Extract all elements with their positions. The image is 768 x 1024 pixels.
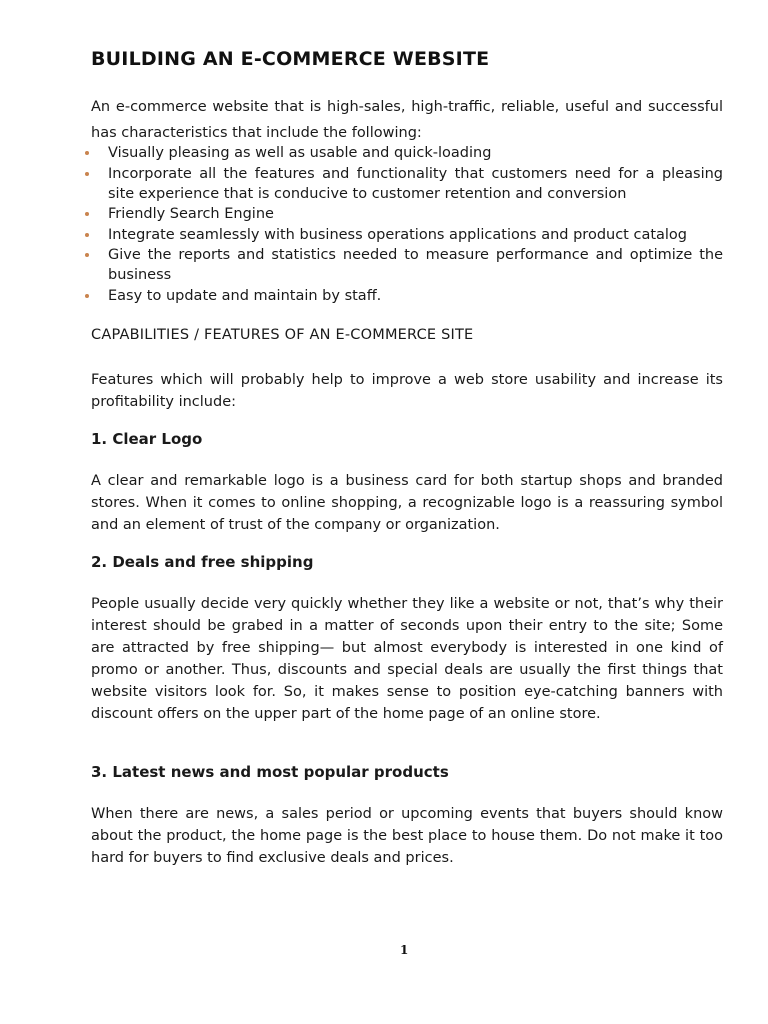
list-item <box>91 143 723 163</box>
characteristics-list <box>91 143 723 307</box>
list-item <box>91 225 723 245</box>
list-item-text: Give the reports and statistics needed to measure performance and optimize the business <box>108 247 723 284</box>
list-item-text: Visually pleasing as well as usable and quick-loading <box>108 145 492 161</box>
list-item <box>91 286 723 306</box>
bullet-icon <box>85 151 89 155</box>
list-item-text: Incorporate all the features and functionality that customers need for a pleasing site experience that is conducive to customer retention and conversion <box>108 165 723 202</box>
bullet-icon <box>85 172 89 176</box>
feature-body-latest-news: When there are news, a sales period or upcoming events that buyers should know about the product, the home page is the best place to house them. Do not make it too hard for buyers to find exclusive deals and prices. <box>91 806 723 866</box>
feature-body-clear-logo: A clear and remarkable logo is a business card for both startup shops and branded stores. When it comes to online shopping, a recognizable logo is a reassuring symbol and an element of trust of the company or organization. <box>91 473 723 533</box>
list-item <box>91 204 723 224</box>
feature-heading-deals: 2. Deals and free shipping <box>91 553 314 571</box>
bullet-icon <box>85 212 89 216</box>
list-item <box>91 164 723 204</box>
intro-paragraph: An e-commerce website that is high-sales, high-traffic, reliable, useful and successful has characteristics that include the following: <box>91 99 723 141</box>
bullet-icon <box>85 233 89 237</box>
document-title: BUILDING AN E-COMMERCE WEBSITE <box>91 48 490 70</box>
feature-heading-latest-news: 3. Latest news and most popular products <box>91 763 449 781</box>
section-heading: CAPABILITIES / FEATURES OF AN E-COMMERCE SITE <box>91 327 474 343</box>
page-number: 1 <box>400 943 409 957</box>
list-item-text: Integrate seamlessly with business operations applications and product catalog <box>108 226 688 243</box>
bullet-icon <box>85 253 89 257</box>
feature-body-deals: People usually decide very quickly whether they like a website or not, that’s why their interest should be grabed in a matter of seconds upon their entry to the site; Some are attracted by free shipping— but almost everybody is interested in one kind of promo or another. Thus, discounts and special deals are usually the first things that website visitors look for. So, it makes sense to position eye-catching banners with discount offers on the upper part of the home page of an online store. <box>91 596 723 722</box>
list-item-text: Friendly Search Engine <box>108 206 274 223</box>
list-item <box>91 245 723 285</box>
list-item-text: Easy to update and maintain by staff. <box>108 287 382 304</box>
features-intro-paragraph: Features which will probably help to improve a web store usability and increase its profitability include: <box>91 372 723 410</box>
feature-heading-clear-logo: 1. Clear Logo <box>91 430 203 448</box>
bullet-icon <box>85 294 89 298</box>
